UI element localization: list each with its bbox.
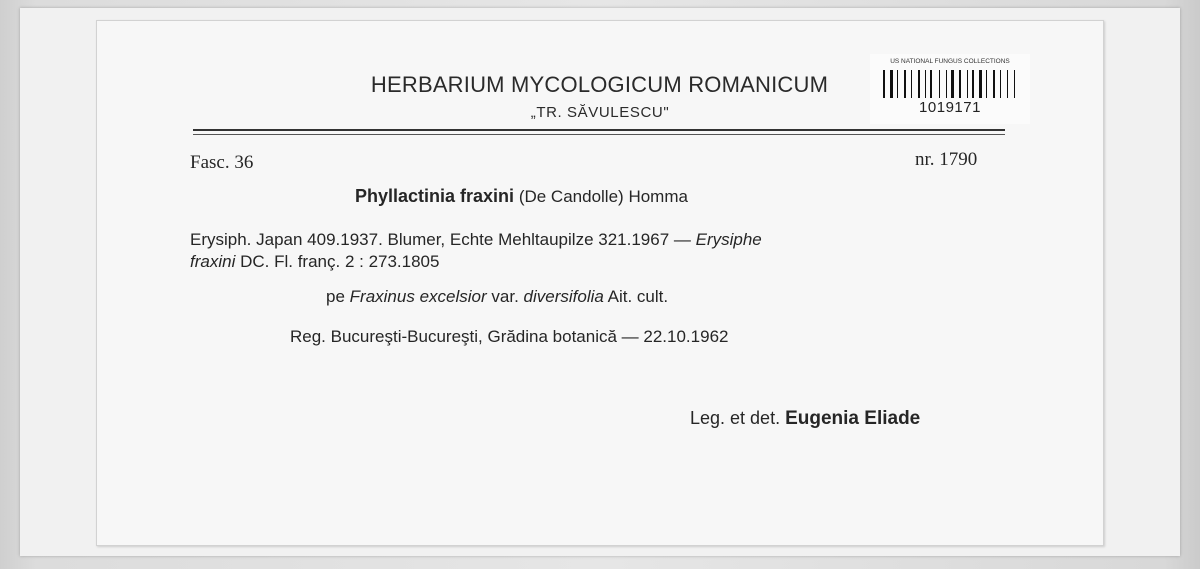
header-divider-thin	[193, 134, 1005, 135]
species-name: Phyllactinia fraxini	[355, 186, 515, 206]
species-authority-paren: (De Candolle)	[518, 187, 624, 206]
barcode-number: 1019171	[919, 99, 981, 116]
host-var-label: var.	[491, 287, 519, 306]
specimen-number: nr. 1790	[915, 149, 978, 170]
host-suffix: Ait. cult.	[607, 287, 669, 306]
host-prefix: pe	[326, 287, 345, 306]
locality-date: Reg. Bucureşti-Bucureşti, Grădina botanică — 22.10.1962	[290, 327, 729, 346]
collector-prefix: Leg. et det.	[690, 408, 781, 428]
synonym-epithet: fraxini	[190, 252, 236, 271]
host-variety: diversifolia	[523, 287, 604, 306]
herbarium-subtitle: „TR. SĂVULESCU"	[530, 104, 670, 121]
herbarium-title: HERBARIUM MYCOLOGICUM ROMANICUM	[370, 72, 829, 97]
species-name-line	[355, 186, 688, 208]
fascicle-number: Fasc. 36	[190, 152, 254, 173]
barcode-icon	[883, 70, 1019, 98]
barcode-caption: US NATIONAL FUNGUS COLLECTIONS	[890, 58, 1010, 65]
host-line	[326, 287, 668, 307]
collector-line	[690, 408, 920, 430]
synonym-reference: DC. Fl. franç. 2 : 273.1805	[240, 252, 440, 271]
header-divider	[193, 129, 1005, 131]
barcode-label	[870, 54, 1030, 124]
synonym-genus: Erysiphe	[695, 230, 762, 249]
collector-name: Eugenia Eliade	[785, 408, 921, 429]
reference-text: Erysiph. Japan 409.1937. Blumer, Echte Mehltaupilze 321.1967 —	[190, 230, 691, 249]
host-species: Fraxinus excelsior	[349, 287, 487, 306]
reference-line-2	[190, 252, 439, 272]
reference-line-1	[190, 230, 762, 250]
species-authority: Homma	[628, 187, 688, 206]
